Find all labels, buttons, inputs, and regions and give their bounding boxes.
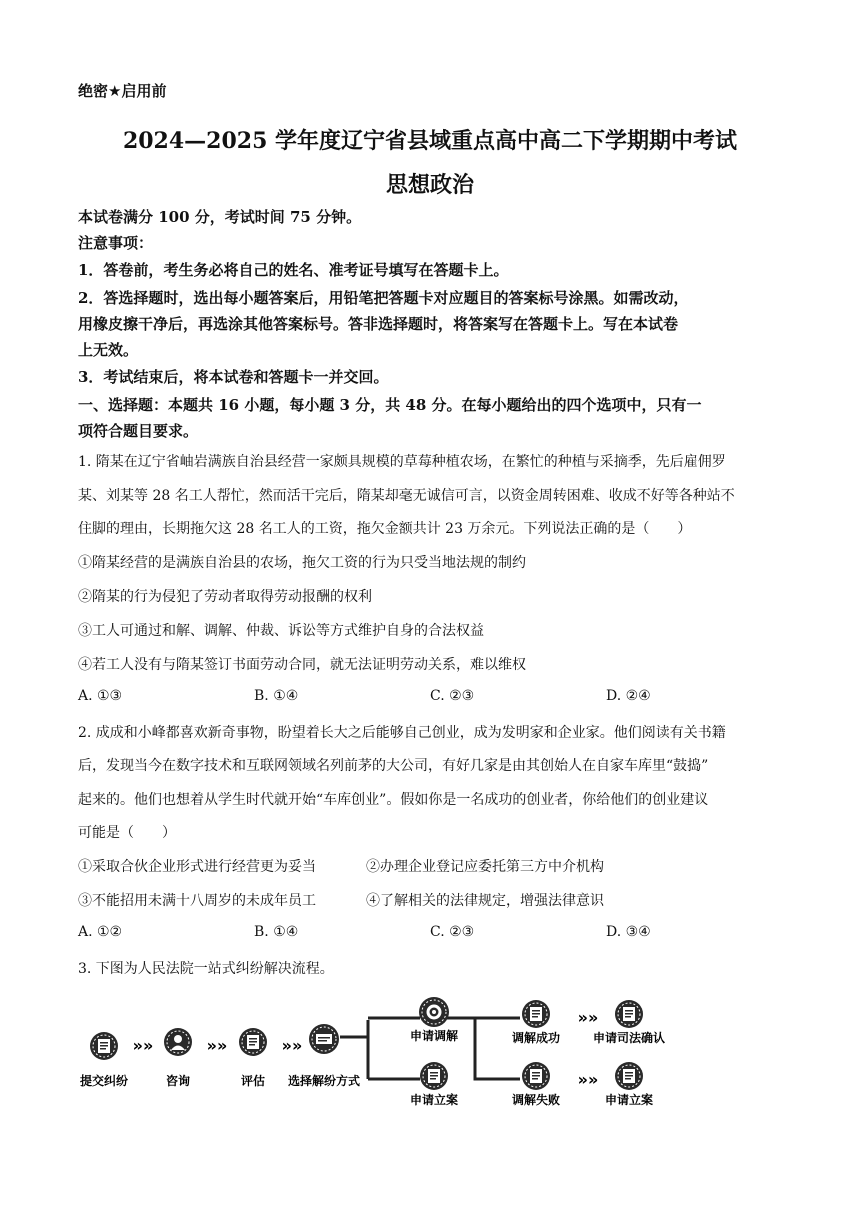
apply-filing-2-label: 申请立案 [604,1093,654,1107]
apply-mediation-label: 申请调解 [409,1029,459,1043]
q1-option-b: B. ①④ [254,688,299,704]
arrow-3: »» [281,1036,303,1055]
q2-statement-1: ①采取合伙企业形式进行经营更为妥当 [78,859,316,875]
q3-line-1: 3. 下图为人民法院一站式纠纷解决流程。 [78,961,334,977]
choose-method-node [288,1024,360,1088]
note-2-line-1: 2．答选择题时，选出每小题答案后，用铅笔把答题卡对应题目的答案标号涂黑。如需改动， [78,289,689,307]
q1-statement-2: ②隋某的行为侵犯了劳动者取得劳动报酬的权利 [78,589,372,605]
note-1: 1．答卷前，考生务必将自己的姓名、准考证号填写在答题卡上。 [78,261,509,279]
q1-statement-1: ①隋某经营的是满族自治县的农场，拖欠工资的行为只受当地法规的制约 [78,555,526,571]
q2-line-4: 可能是（ ） [78,825,176,841]
q2-line-3: 起来的。他们也想着从学生时代就开始“车库创业”。假如你是一名成功的创业者，你给他们的创业建议 [78,792,709,808]
q1-option-a: A. ①③ [78,688,123,704]
note-3: 3．考试结束后，将本试卷和答题卡一并交回。 [78,368,389,386]
choose-label: 选择解纷方式 [287,1074,361,1088]
q2-statement-4: ④了解相关的法律规定，增强法律意识 [366,893,604,909]
q2-option-a: A. ①② [78,924,123,940]
note-2-line-2: 用橡皮擦干净后，再选涂其他答案标号。答非选择题时，将答案写在答题卡上。写在本试卷 [78,315,679,333]
evaluate-clipboard-icon [239,1028,267,1056]
q2-statement-2: ②办理企业登记应委托第三方中介机构 [366,859,604,875]
arrow-4: »» [577,1008,599,1027]
q1-line-3: 住脚的理由，长期拖欠这 28 名工人的工资，拖欠金额共计 23 万余元。下列说法正确的是（ ） [78,521,692,537]
apply-filing-label: 申请立案 [409,1093,459,1107]
q2-statement-3: ③不能招用未满十八周岁的未成年员工 [78,893,316,909]
arrow-2: »» [206,1036,228,1055]
q1-option-d: D. ②④ [606,688,651,704]
subject-title: 思想政治 [385,172,474,198]
apply-filing-node [410,1062,458,1107]
score-time: 本试卷满分 100 分，考试时间 75 分钟。 [78,208,362,226]
consult-label: 咨询 [165,1074,191,1088]
filing-document-icon [420,1062,448,1090]
section-1-line-1: 一、选择题：本题共 16 小题，每小题 3 分，共 48 分。在每小题给出的四个选项中，只有一 [78,396,702,414]
notes-title: 注意事项： [78,234,154,252]
apply-mediation-node [410,997,458,1043]
q1-option-c: C. ②③ [430,688,475,704]
filing-2-document-icon [615,1062,643,1090]
q1-line-2: 某、刘某等 28 名工人帮忙，然而活干完后，隋某却毫无诚信可言，以资金周转困难、收成不好等各种站不 [78,488,735,504]
q1-line-1: 1. 隋某在辽宁省岫岩满族自治县经营一家颇具规模的草莓种植农场，在繁忙的种植与采摘季，先后雇佣罗 [78,454,726,470]
mediation-fail-node [512,1062,560,1107]
success-document-icon [522,1000,550,1028]
q2-line-2: 后，发现当今在数字技术和互联网领域名列前茅的大公司，有好几家是由其创始人在自家车库里“鼓捣” [78,758,709,774]
consult-person-icon [164,1028,192,1056]
q1-statement-4: ④若工人没有与隋某签订书面劳动合同，就无法证明劳动关系，难以维权 [78,657,526,673]
submit-document-icon [90,1032,118,1060]
dispute-resolution-flowchart [0,990,860,1120]
arrow-1: »» [132,1036,154,1055]
fail-document-icon [522,1062,550,1090]
secret-mark: 绝密★启用前 [78,82,167,100]
apply-filing-2-node [605,1062,653,1107]
evaluate-node [239,1028,267,1088]
apply-confirmation-node [593,1000,665,1045]
mediation-gear-icon [419,997,449,1027]
mediation-fail-label: 调解失败 [511,1093,561,1107]
note-2-line-3: 上无效。 [78,341,139,359]
mediation-success-label: 调解成功 [511,1031,561,1045]
confirmation-document-icon [615,1000,643,1028]
submit-dispute-node [80,1032,128,1088]
submit-label: 提交纠纷 [79,1074,129,1088]
choose-method-icon [309,1024,339,1054]
q2-option-c: C. ②③ [430,924,475,940]
exam-title: 2024—2025 学年度辽宁省县域重点高中高二下学期期中考试 [122,128,738,154]
arrow-5: »» [577,1070,599,1089]
evaluate-label: 评估 [240,1074,266,1088]
q2-option-b: B. ①④ [254,924,299,940]
q2-option-d: D. ③④ [606,924,651,940]
mediation-success-node [512,1000,560,1045]
section-1-line-2: 项符合题目要求。 [78,422,199,440]
apply-confirmation-label: 申请司法确认 [592,1031,666,1045]
consult-node [164,1028,192,1088]
q1-statement-3: ③工人可通过和解、调解、仲裁、诉讼等方式维护自身的合法权益 [78,623,484,639]
q2-line-1: 2. 成成和小峰都喜欢新奇事物，盼望着长大之后能够自己创业，成为发明家和企业家。他们阅读有关书籍 [78,725,726,741]
